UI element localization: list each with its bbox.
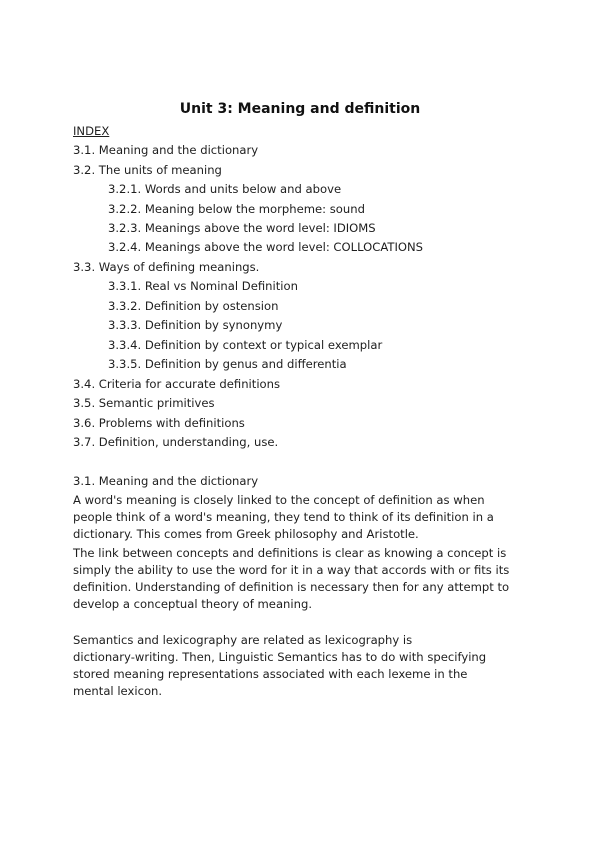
- paragraph-line: stored meaning representations associated with each lexeme in the: [73, 667, 468, 681]
- index-subitem: 3.2.1. Words and units below and above: [108, 182, 342, 196]
- index-item: 3.3. Ways of defining meanings.: [73, 260, 260, 274]
- paragraph-line: people think of a word's meaning, they tend to think of its definition in a: [73, 510, 494, 524]
- index-subitem: 3.3.2. Definition by ostension: [108, 299, 279, 313]
- index-item: 3.1. Meaning and the dictionary: [73, 143, 259, 157]
- paragraph-line: dictionary-writing. Then, Linguistic Semantics has to do with specifying: [73, 650, 487, 664]
- index-item: 3.4. Criteria for accurate definitions: [73, 377, 281, 391]
- paragraph-line: The link between concepts and definitions is clear as knowing a concept is: [73, 546, 507, 560]
- index-subitem: 3.2.3. Meanings above the word level: IDIOMS: [108, 221, 376, 235]
- paragraph-line: A word's meaning is closely linked to the concept of definition as when: [73, 493, 485, 507]
- paragraph-3: [73, 632, 543, 700]
- index-heading: INDEX: [73, 124, 110, 138]
- index-subitem: 3.3.4. Definition by context or typical exemplar: [108, 338, 383, 352]
- paragraph-1: [73, 492, 543, 543]
- index-subitem: 3.2.4. Meanings above the word level: COLLOCATIONS: [108, 240, 424, 254]
- section-heading: 3.1. Meaning and the dictionary: [73, 474, 259, 488]
- index-subitem: 3.3.1. Real vs Nominal Definition: [108, 279, 298, 293]
- index-item: 3.6. Problems with definitions: [73, 416, 245, 430]
- paragraph-line: develop a conceptual theory of meaning.: [73, 597, 313, 611]
- index-item: 3.5. Semantic primitives: [73, 396, 215, 410]
- index-subitem: 3.3.5. Definition by genus and differentia: [108, 357, 347, 371]
- paragraph-2: [73, 545, 543, 613]
- index-subitem: 3.2.2. Meaning below the morpheme: sound: [108, 202, 365, 216]
- paragraph-line: dictionary. This comes from Greek philosophy and Aristotle.: [73, 527, 419, 541]
- paragraph-line: Semantics and lexicography are related as lexicography is: [73, 633, 413, 647]
- index-item: 3.2. The units of meaning: [73, 163, 222, 177]
- page-title: Unit 3: Meaning and definition: [179, 101, 421, 117]
- paragraph-line: definition. Understanding of definition is necessary then for any attempt to: [73, 580, 510, 594]
- index-item: 3.7. Definition, understanding, use.: [73, 435, 279, 449]
- paragraph-line: simply the ability to use the word for it in a way that accords with or fits its: [73, 563, 510, 577]
- paragraph-line: mental lexicon.: [73, 684, 163, 698]
- index-subitem: 3.3.3. Definition by synonymy: [108, 318, 283, 332]
